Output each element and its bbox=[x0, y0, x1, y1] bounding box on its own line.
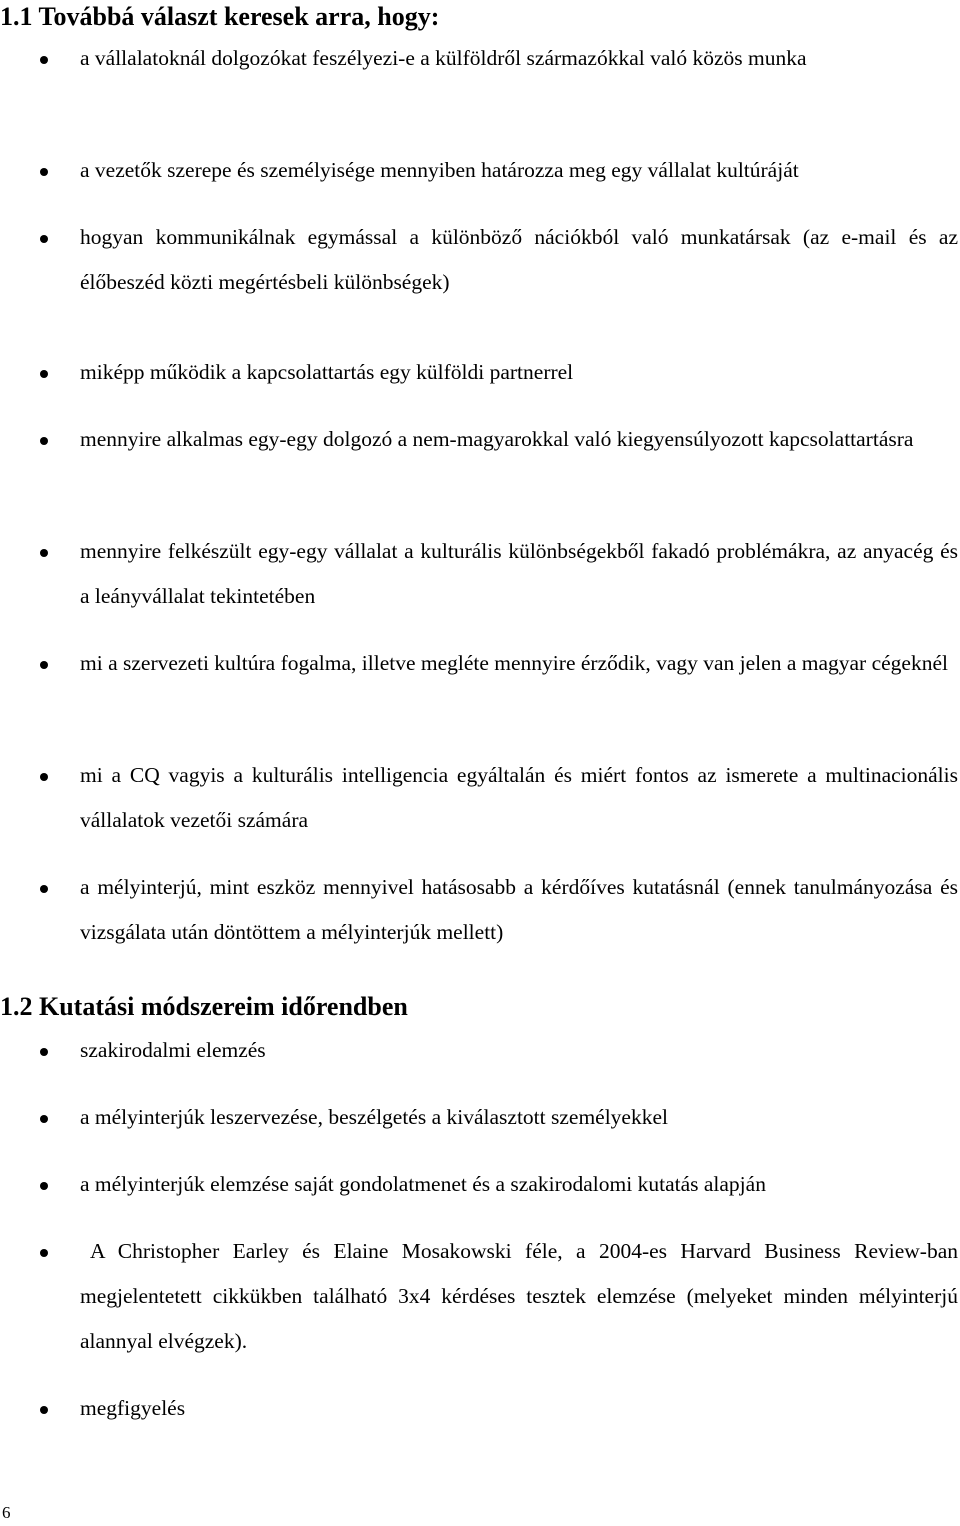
section-2-heading: 1.2 Kutatási módszereim időrendben bbox=[0, 992, 408, 1021]
bullet-icon bbox=[40, 661, 48, 669]
section-1-heading: 1.1 Továbbá választ keresek arra, hogy: bbox=[0, 2, 440, 31]
page-number: 6 bbox=[2, 1503, 11, 1522]
list-item: megfigyelés bbox=[80, 1396, 186, 1420]
bullet-icon bbox=[40, 1406, 48, 1414]
list-item: miképp működik a kapcsolattartás egy külföldi partnerrel bbox=[80, 360, 574, 384]
bullet-icon bbox=[40, 1182, 48, 1190]
list-item: szakirodalmi elemzés bbox=[80, 1038, 266, 1062]
list-item: a vállalatoknál dolgozókat feszélyezi-e a külföldről származókkal való közös munka bbox=[80, 46, 807, 70]
list-item: mennyire felkészült egy-egy vállalat a kulturális különbségekből fakadó problémákra, az anyacég és a leányvállalat tekintetében bbox=[80, 539, 958, 608]
bullet-icon bbox=[40, 235, 48, 243]
bullet-icon bbox=[40, 885, 48, 893]
list-item: A Christopher Earley és Elaine Mosakowski féle, a 2004-es Harvard Business Review-ban megjelentetett cikkükben található 3x4 kérdéses tesztek elemzése (melyeket minden mélyinterjú alannyal elvégzek). bbox=[80, 1239, 958, 1353]
bullet-icon bbox=[40, 56, 48, 64]
bullet-icon bbox=[40, 549, 48, 557]
list-item: a mélyinterjúk leszervezése, beszélgetés a kiválasztott személyekkel bbox=[80, 1105, 668, 1129]
bullet-icon bbox=[40, 1115, 48, 1123]
bullet-icon bbox=[40, 773, 48, 781]
bullet-icon bbox=[40, 1249, 48, 1257]
list-item: a mélyinterjúk elemzése saját gondolatmenet és a szakirodalomi kutatás alapján bbox=[80, 1172, 766, 1196]
bullet-icon bbox=[40, 370, 48, 378]
list-item: mi a szervezeti kultúra fogalma, illetve megléte mennyire érződik, vagy van jelen a magyar cégeknél bbox=[80, 651, 948, 675]
list-item: a mélyinterjú, mint eszköz mennyivel hatásosabb a kérdőíves kutatásnál (ennek tanulmányozása és vizsgálata után döntöttem a mélyinterjúk mellett) bbox=[80, 875, 958, 944]
list-item: a vezetők szerepe és személyisége mennyiben határozza meg egy vállalat kultúráját bbox=[80, 158, 799, 182]
list-item: mi a CQ vagyis a kulturális intelligencia egyáltalán és miért fontos az ismerete a multinacionális vállalatok vezetői számára bbox=[80, 763, 958, 832]
bullet-icon bbox=[40, 1048, 48, 1056]
bullet-icon bbox=[40, 168, 48, 176]
list-item: mennyire alkalmas egy-egy dolgozó a nem-magyarokkal való kiegyensúlyozott kapcsolattartásra bbox=[80, 427, 914, 451]
list-item: hogyan kommunikálnak egymással a különböző nációkból való munkatársak (az e-mail és az élőbeszéd közti megértésbeli különbségek) bbox=[80, 225, 958, 294]
bullet-icon bbox=[40, 437, 48, 445]
